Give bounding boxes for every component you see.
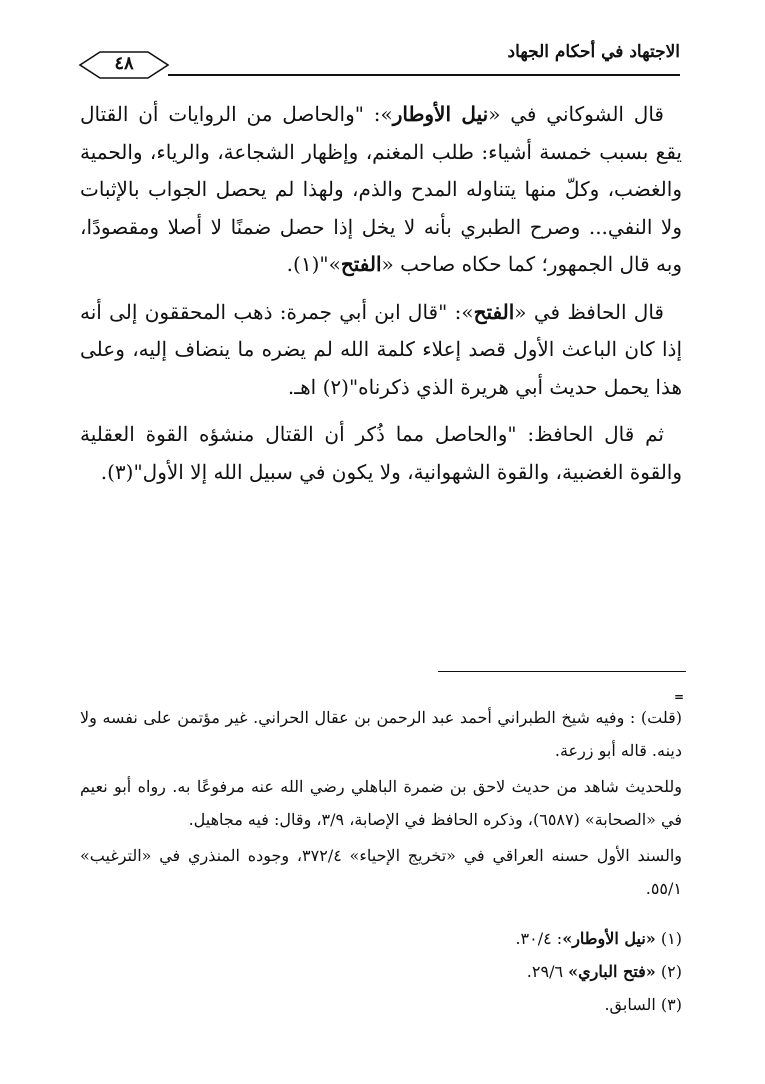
note-witness: وللحديث شاهد من حديث لاحق بن ضمرة الباهلي رضي الله عنه مرفوعًا به. رواه أبو نعيم في «الصحابة» (٦٥٨٧)، وذكره الحافظ في الإصابة، ٣/٩، وقال: فيه مجاهيل. — [80, 777, 682, 829]
p2-text: »: "قال ابن أبي جمرة: ذهب المحققون إلى أنه إذا كان الباعث الأول قصد إعلاء كلمة الله لم يضره ما ينضاف إليه، وعلى هذا يحمل حديث أبي هريرة الذي ذكرناه"(٢) اهـ. — [80, 299, 682, 399]
ref2-book: «فتح الباري» — [568, 962, 656, 981]
p1-intro: قال الشوكاني في « — [488, 102, 664, 126]
page-number: ٤٨ — [114, 53, 134, 74]
ref1-book: «نيل الأوطار» — [562, 929, 656, 948]
p1-text: »: "والحاصل من الروايات أن القتال يقع بسبب خمسة أشياء: طلب المغنم، وإظهار الشجاعة، والرياء، والحمية والغضب، وكلّ منها يتناوله المدح والذم، ولهذا لم يحصل الجواب بالإثبات ولا النفي... وصرح الطبري بأنه لا يخل إذا حصل ضمنًا لا أصلا ومقصودًا، وبه قال الجمهور؛ كما حكاه صاحب « — [80, 102, 683, 276]
paragraph-shawkani — [80, 96, 682, 284]
paragraph-hafiz — [80, 294, 682, 407]
header-rule — [168, 74, 680, 76]
footnote-2 — [80, 955, 682, 988]
ref1-number: (١) — [660, 929, 682, 948]
note-qultu: (قلت) : وفيه شيخ الطبراني أحمد عبد الرحمن بن عقال الحراني. غير مؤتمن على نفسه ولا دينه. قاله أبو زرعة. — [80, 708, 682, 760]
footnote-1 — [80, 922, 682, 955]
footnote-references — [80, 922, 682, 1021]
p2-intro: قال الحافظ في « — [514, 299, 664, 324]
page-header — [78, 30, 680, 88]
page-number-badge — [78, 50, 170, 80]
ref2-number: (٢) — [660, 962, 682, 981]
main-text — [80, 96, 682, 501]
continuation-mark: = — [674, 690, 685, 704]
note-isnad: والسند الأول حسنه العراقي في «تخريج الإحياء» ٣٧٢/٤، وجوده المنذري في «الترغيب» ٥٥/١. — [80, 846, 683, 898]
running-title: الاجتهاد في أحكام الجهاد — [507, 42, 680, 62]
footnote-3: (٣) السابق. — [604, 995, 682, 1014]
footnote-separator — [438, 671, 686, 672]
ref1-location: : ٣٠/٤. — [515, 929, 563, 948]
paragraph-conclusion: ثم قال الحافظ: "والحاصل مما ذُكر أن القتال منشؤه القوة العقلية والقوة الغضبية، والقوة الشهوانية، ولا يكون في سبيل الله إلا الأول"(٣). — [80, 422, 682, 484]
p1-end: »"(١). — [286, 252, 341, 276]
ref2-location: ٢٩/٦. — [526, 962, 569, 981]
footnote-continuation — [80, 702, 682, 909]
book-title-fath-2: الفتح — [473, 299, 515, 324]
book-title-fath: الفتح — [340, 252, 382, 276]
book-title-nayl: نيل الأوطار — [392, 102, 489, 126]
